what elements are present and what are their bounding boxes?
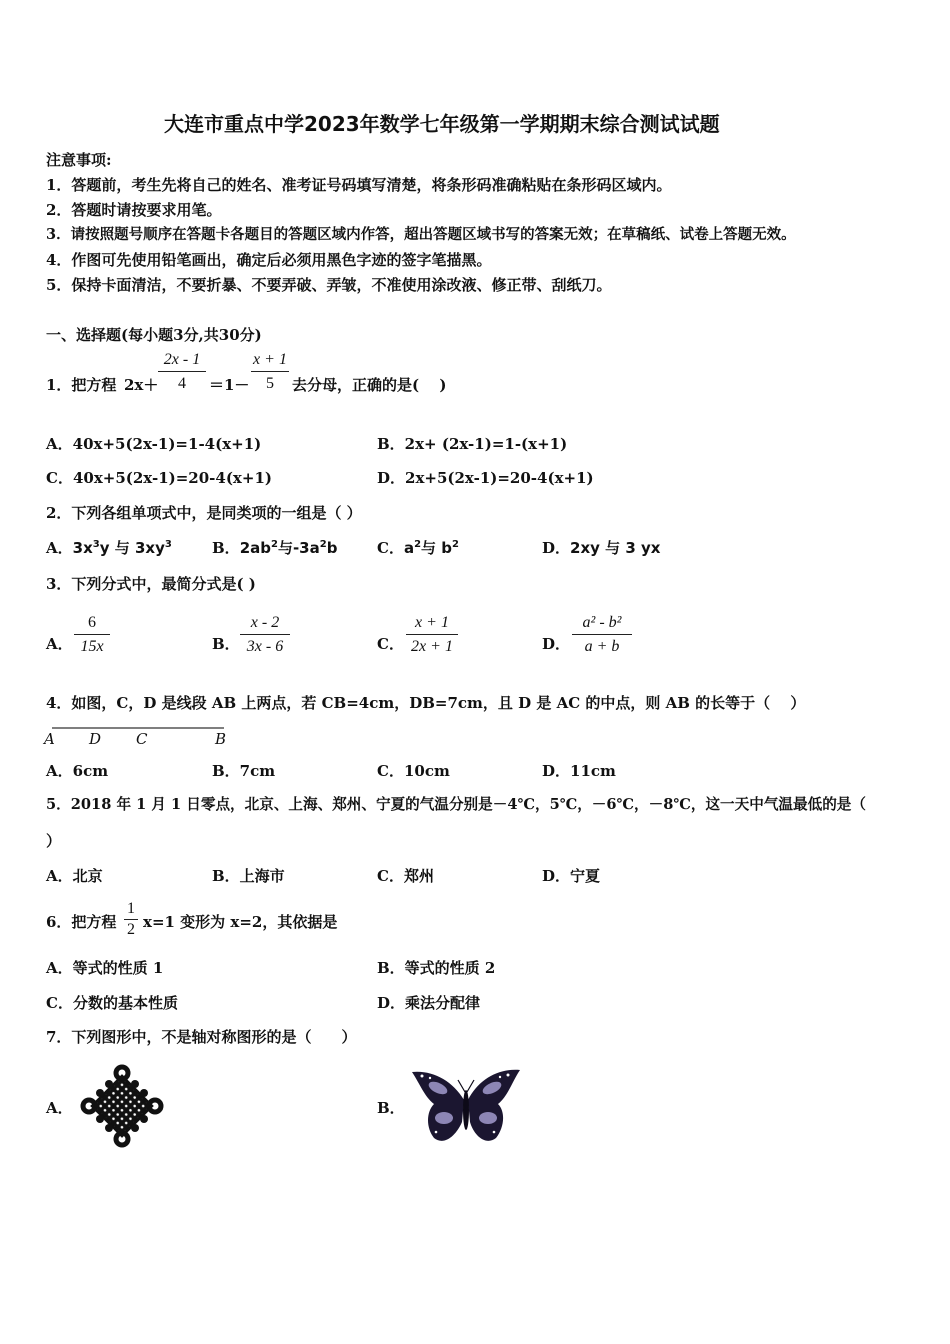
q3-option-d-label: D． [542,635,571,653]
q1-lead: 2x＋ [124,376,159,394]
q2-option-d: D．2xy 与 3 yx [542,539,661,557]
q1-fraction-1-numerator: 2x - 1 [163,351,201,368]
q6-option-d: D．乘法分配律 [377,994,481,1012]
q3-option-b-label: B． [212,635,240,653]
q1-fraction-1 [158,352,206,392]
q3-option-d-fraction: a² - b² a + b [572,615,632,655]
q1-option-d: D．2x+5(2x-1)=20-4(x+1) [377,469,594,487]
q5-option-a: A．北京 [46,867,103,885]
point-c-label: C [136,730,148,748]
q4-option-d: D．11cm [542,762,616,780]
q7-stem: 7．下列图形中，不是轴对称图形的是（ ） [46,1028,357,1046]
notice-item: 5．保持卡面清洁，不要折暴、不要弄破、弄皱，不准使用涂改液、修正带、刮纸刀。 [46,276,612,294]
q4-segment-figure [44,722,234,748]
q5-option-c: C．郑州 [377,867,434,885]
q1-fraction-2-denominator: 5 [266,375,274,392]
q7-option-a-label: A． [46,1099,73,1117]
q6-option-c: C．分数的基本性质 [46,994,178,1012]
point-b-label: B [215,730,227,748]
butterfly-figure [408,1066,524,1150]
notice-heading: 注意事项: [46,151,112,169]
q6-stem-start: 6．把方程 [46,913,117,931]
q6-stem-end: x=1 变形为 x=2，其依据是 [143,913,338,931]
q1-mid: ＝1－ [209,376,250,394]
q6-option-b: B．等式的性质 2 [377,959,496,977]
point-a-label: A [44,730,55,748]
q1-stem-start: 1．把方程 [46,376,117,394]
q2-option-a: A．$3x^3y$ 与 $3xy^3$ [46,539,172,557]
notice-item: 4．作图可先使用铅笔画出，确定后必须用黑色字迹的签字笔描黑。 [46,251,492,269]
q4-option-a: A．6cm [46,762,109,780]
notice-item: 2．答题时请按要求用笔。 [46,201,222,219]
q3-option-a-label: A． [46,635,73,653]
q4-stem: 4．如图，C，D 是线段 AB 上两点，若 CB=4cm，DB=7cm，且 D 是 AC 的中点，则 AB 的长等于（ ） [46,694,806,712]
notice-item: 3．请按照题号顺序在答题卡各题目的答题区域内作答，超出答题区域书写的答案无效；在草稿纸、试卷上答题无效。 [46,226,796,243]
notice-item: 1．答题前，考生先将自己的姓名、准考证号码填写清楚，将条形码准确粘贴在条形码区域内。 [46,176,672,194]
q5-stem-end: ） [46,832,62,850]
q7-option-b-label: B． [377,1099,405,1117]
page-title: 大连市重点中学2023年数学七年级第一学期期末综合测试试题 [164,112,720,136]
q5-option-b: B．上海市 [212,867,285,885]
q1-fraction-1-denominator: 4 [178,375,186,392]
point-d-label: D [89,730,102,748]
section-heading: 一、选择题(每小题3分,共30分) [46,326,262,344]
q3-option-b-fraction: x - 2 3x - 6 [240,615,290,655]
q1-fraction-2-numerator: x + 1 [253,351,287,368]
q1-fraction-2 [251,352,289,392]
q2-stem: 2．下列各组单项式中，是同类项的一组是（ ） [46,504,362,522]
q3-stem: 3．下列分式中，最简分式是( ) [46,575,256,593]
q3-option-c-label: C． [377,635,404,653]
q1-option-c: C．40x+5(2x-1)=20-4(x+1) [46,469,272,487]
q1-option-b: B．2x+ (2x-1)=1-(x+1) [377,435,568,453]
q6-fraction: 1 2 [124,901,138,938]
q5-stem: 5．2018 年 1 月 1 日零点，北京、上海、郑州、宁夏的气温分别是－4℃，5℃，－6℃，－8℃，这一天中气温最低的是（ [46,796,866,813]
q6-option-a: A．等式的性质 1 [46,959,164,977]
q1-option-a: A．40x+5(2x-1)=1-4(x+1) [46,435,262,453]
q4-option-c: C．10cm [377,762,450,780]
q2-option-c: C．$a^2$与 $b^2$ [377,539,459,557]
q1-stem-end: 去分母，正确的是( ) [292,376,447,394]
q2-option-b: B．$2ab^2$与$-3a^2b$ [212,539,338,557]
q5-option-d: D．宁夏 [542,867,601,885]
q4-option-b: B．7cm [212,762,276,780]
q3-option-a-fraction: 6 15x [74,615,110,655]
chinese-knot-figure [80,1064,164,1148]
q3-option-c-fraction: x + 1 2x + 1 [406,615,458,655]
